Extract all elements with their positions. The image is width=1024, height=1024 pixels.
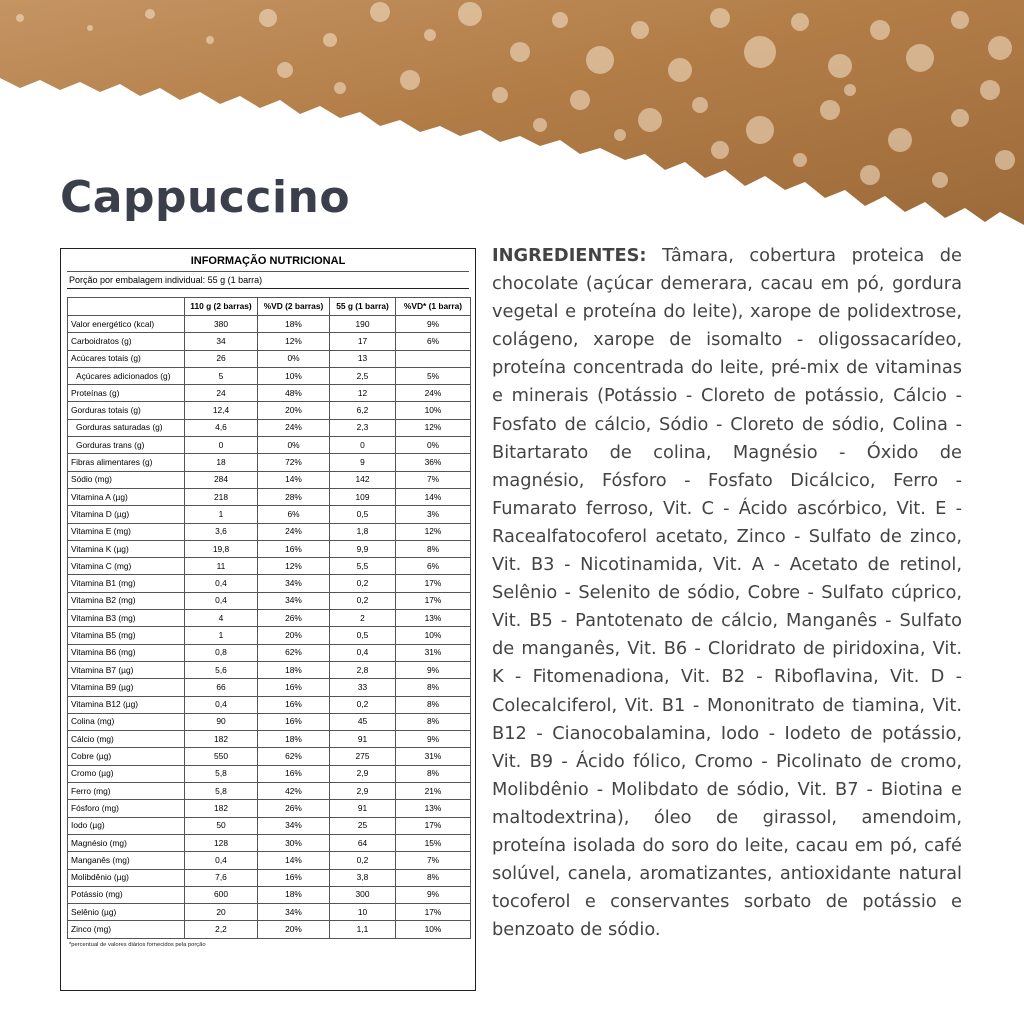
nutrient-name: Vitamina B2 (mg) [68,592,185,609]
dv-1-bar: 31% [396,644,471,661]
column-header: 110 g (2 barras) [185,298,258,316]
amount-1-bar: 0 [330,437,396,454]
table-row [68,627,471,644]
banner-dot [791,13,809,31]
table-row [68,367,471,384]
table-row [68,696,471,713]
dv-1-bar: 10% [396,627,471,644]
table-row [68,471,471,488]
dv-2-bars: 18% [258,661,330,678]
dv-2-bars: 34% [258,817,330,834]
nutrient-name: Ferro (mg) [68,783,185,800]
nutrient-name: Vitamina B9 (µg) [68,679,185,696]
dv-2-bars: 14% [258,471,330,488]
banner-dot [820,100,840,120]
dv-2-bars: 0% [258,437,330,454]
amount-2-bars: 26 [185,350,258,367]
dv-1-bar: 10% [396,402,471,419]
amount-2-bars: 18 [185,454,258,471]
nutrient-name: Gorduras totais (g) [68,402,185,419]
dv-2-bars: 26% [258,610,330,627]
nutrient-name: Manganês (mg) [68,852,185,869]
table-row [68,869,471,886]
banner-dot [323,33,337,47]
amount-1-bar: 275 [330,748,396,765]
amount-2-bars: 7,6 [185,869,258,886]
dv-2-bars: 6% [258,506,330,523]
banner-dot [400,70,420,90]
column-header [68,298,185,316]
amount-1-bar: 12 [330,385,396,402]
amount-2-bars: 5,6 [185,661,258,678]
table-row [68,765,471,782]
banner-dot [570,90,590,110]
dv-2-bars: 16% [258,765,330,782]
banner-dot [980,80,1000,100]
banner-dot [334,82,346,94]
table-row [68,454,471,471]
amount-1-bar: 0,5 [330,627,396,644]
amount-1-bar: 9 [330,454,396,471]
amount-1-bar: 91 [330,731,396,748]
amount-1-bar: 13 [330,350,396,367]
dv-2-bars: 20% [258,921,330,938]
amount-2-bars: 550 [185,748,258,765]
dv-2-bars: 10% [258,367,330,384]
amount-2-bars: 12,4 [185,402,258,419]
amount-1-bar: 300 [330,886,396,903]
table-row [68,661,471,678]
banner-dot [638,108,662,132]
dv-1-bar: 9% [396,661,471,678]
amount-2-bars: 218 [185,488,258,505]
amount-2-bars: 34 [185,333,258,350]
amount-1-bar: 0,2 [330,592,396,609]
dv-1-bar [396,350,471,367]
dv-2-bars: 34% [258,575,330,592]
table-row [68,523,471,540]
table-row [68,316,471,333]
amount-2-bars: 5,8 [185,765,258,782]
nutrient-name: Açúcares adicionados (g) [68,367,185,384]
table-row [68,333,471,350]
dv-2-bars: 28% [258,488,330,505]
dv-1-bar: 14% [396,488,471,505]
amount-1-bar: 64 [330,834,396,851]
amount-1-bar: 2,5 [330,367,396,384]
dv-1-bar: 13% [396,610,471,627]
table-row [68,419,471,436]
nutrition-grid [67,297,471,939]
amount-2-bars: 19,8 [185,540,258,557]
dv-2-bars: 26% [258,800,330,817]
amount-2-bars: 66 [185,679,258,696]
dv-1-bar: 15% [396,834,471,851]
table-row [68,592,471,609]
nutrient-name: Fibras alimentares (g) [68,454,185,471]
banner-dot [995,150,1015,170]
dv-1-bar: 6% [396,558,471,575]
dv-2-bars: 20% [258,627,330,644]
table-row [68,748,471,765]
banner-dot [746,116,774,144]
dv-2-bars: 34% [258,592,330,609]
nutrient-name: Valor energético (kcal) [68,316,185,333]
banner-dot [951,11,969,29]
nutrient-name: Potássio (mg) [68,886,185,903]
column-header: %VD* (1 barra) [396,298,471,316]
banner-dot [492,87,508,103]
banner-dot [710,8,730,28]
table-row [68,852,471,869]
dv-2-bars: 0% [258,350,330,367]
amount-2-bars: 0,4 [185,575,258,592]
amount-1-bar: 2,9 [330,765,396,782]
amount-1-bar: 109 [330,488,396,505]
banner-dot [888,128,912,152]
dv-1-bar: 10% [396,921,471,938]
amount-1-bar: 17 [330,333,396,350]
banner-dot [906,44,934,72]
banner-dot [614,129,626,141]
amount-2-bars: 1 [185,506,258,523]
amount-1-bar: 142 [330,471,396,488]
footnote: *percentual de valores diários fornecidos pela porção [69,941,206,948]
table-row [68,488,471,505]
amount-1-bar: 1,8 [330,523,396,540]
table-row [68,575,471,592]
banner-dot [16,14,24,22]
dv-1-bar: 7% [396,471,471,488]
nutrient-name: Vitamina A (µg) [68,488,185,505]
dv-1-bar: 8% [396,696,471,713]
amount-1-bar: 45 [330,713,396,730]
ingredients-text [492,242,962,944]
amount-1-bar: 2,8 [330,661,396,678]
table-row [68,402,471,419]
nutrient-name: Vitamina B3 (mg) [68,610,185,627]
amount-2-bars: 3,6 [185,523,258,540]
amount-1-bar: 3,8 [330,869,396,886]
nutrient-name: Acúcares totais (g) [68,350,185,367]
dv-2-bars: 18% [258,731,330,748]
banner-dot [692,97,708,113]
dv-2-bars: 18% [258,886,330,903]
amount-2-bars: 1 [185,627,258,644]
dv-1-bar: 8% [396,540,471,557]
banner-dot [510,42,530,62]
banner-dot [458,2,482,26]
amount-1-bar: 2,3 [330,419,396,436]
dv-2-bars: 24% [258,523,330,540]
nutrient-name: Vitamina B12 (µg) [68,696,185,713]
dv-2-bars: 16% [258,713,330,730]
dv-2-bars: 30% [258,834,330,851]
amount-2-bars: 2,2 [185,921,258,938]
banner-dot [586,46,614,74]
amount-2-bars: 0,4 [185,592,258,609]
amount-2-bars: 0 [185,437,258,454]
amount-1-bar: 0,2 [330,575,396,592]
nutrient-name: Cromo (µg) [68,765,185,782]
nutrient-name: Colina (mg) [68,713,185,730]
table-row [68,800,471,817]
amount-2-bars: 20 [185,904,258,921]
dv-1-bar: 13% [396,800,471,817]
dv-2-bars: 12% [258,558,330,575]
amount-2-bars: 0,4 [185,696,258,713]
dv-2-bars: 72% [258,454,330,471]
amount-2-bars: 5 [185,367,258,384]
amount-2-bars: 90 [185,713,258,730]
amount-2-bars: 4 [185,610,258,627]
dv-2-bars: 16% [258,696,330,713]
banner-dot [932,172,948,188]
dv-2-bars: 16% [258,869,330,886]
dv-2-bars: 18% [258,316,330,333]
banner-dot [424,29,436,41]
banner-dot [844,84,856,96]
nutrient-name: Vitamina E (mg) [68,523,185,540]
amount-1-bar: 25 [330,817,396,834]
amount-2-bars: 284 [185,471,258,488]
dv-2-bars: 20% [258,402,330,419]
dv-1-bar: 6% [396,333,471,350]
table-row [68,385,471,402]
dv-1-bar: 17% [396,904,471,921]
amount-1-bar: 10 [330,904,396,921]
nutrient-name: Gorduras saturadas (g) [68,419,185,436]
column-header: %VD (2 barras) [258,298,330,316]
amount-2-bars: 5,8 [185,783,258,800]
dv-1-bar: 12% [396,523,471,540]
dv-1-bar: 8% [396,765,471,782]
amount-1-bar: 33 [330,679,396,696]
nutrient-name: Selênio (µg) [68,904,185,921]
dv-1-bar: 17% [396,575,471,592]
nutrient-name: Cobre (µg) [68,748,185,765]
dv-2-bars: 34% [258,904,330,921]
banner-dot [828,54,852,78]
nutrition-header-row [68,298,471,316]
dv-1-bar: 17% [396,817,471,834]
amount-1-bar: 1,1 [330,921,396,938]
banner-dot [988,36,1012,60]
banner-dot [744,36,776,68]
banner-dot [206,36,214,44]
table-row [68,558,471,575]
dv-2-bars: 16% [258,540,330,557]
table-row [68,644,471,661]
nutrient-name: Carboidratos (g) [68,333,185,350]
dv-2-bars: 62% [258,748,330,765]
amount-1-bar: 5,5 [330,558,396,575]
dv-1-bar: 9% [396,731,471,748]
amount-2-bars: 0,4 [185,852,258,869]
banner-dot [668,58,692,82]
dv-2-bars: 14% [258,852,330,869]
amount-2-bars: 600 [185,886,258,903]
nutrient-name: Fósforo (mg) [68,800,185,817]
banner-dot [951,109,969,127]
dv-2-bars: 16% [258,679,330,696]
banner-dot [870,20,890,40]
dv-2-bars: 24% [258,419,330,436]
dv-1-bar: 9% [396,886,471,903]
amount-2-bars: 11 [185,558,258,575]
amount-2-bars: 24 [185,385,258,402]
amount-2-bars: 182 [185,800,258,817]
dv-1-bar: 8% [396,679,471,696]
nutrient-name: Gorduras trans (g) [68,437,185,454]
table-row [68,713,471,730]
table-row [68,437,471,454]
amount-1-bar: 91 [330,800,396,817]
table-row [68,886,471,903]
banner-dot [552,12,568,28]
dv-1-bar: 3% [396,506,471,523]
dv-1-bar: 7% [396,852,471,869]
banner-dot [533,118,547,132]
dv-1-bar: 31% [396,748,471,765]
nutrient-name: Zinco (mg) [68,921,185,938]
dv-1-bar: 36% [396,454,471,471]
nutrition-heading: INFORMAÇÃO NUTRICIONAL [67,249,469,272]
portion-text: Porção por embalagem individual: 55 g (1 barra) [67,272,469,289]
amount-1-bar: 9,9 [330,540,396,557]
nutrient-name: Vitamina K (µg) [68,540,185,557]
dv-1-bar: 24% [396,385,471,402]
amount-2-bars: 380 [185,316,258,333]
nutrient-name: Vitamina B6 (mg) [68,644,185,661]
banner-dot [145,9,155,19]
dv-2-bars: 12% [258,333,330,350]
nutrient-name: Sódio (mg) [68,471,185,488]
dv-1-bar: 8% [396,713,471,730]
banner-dot [87,25,93,31]
amount-2-bars: 128 [185,834,258,851]
nutrient-name: Cálcio (mg) [68,731,185,748]
nutrient-name: Vitamina B5 (mg) [68,627,185,644]
amount-1-bar: 2,9 [330,783,396,800]
nutrient-name: Proteínas (g) [68,385,185,402]
product-title: Cappuccino [60,172,351,223]
table-row [68,506,471,523]
amount-1-bar: 0,2 [330,696,396,713]
dv-1-bar: 21% [396,783,471,800]
amount-1-bar: 190 [330,316,396,333]
table-row [68,783,471,800]
nutrient-name: Vitamina D (µg) [68,506,185,523]
ingredients-body: Tâmara, cobertura proteica de chocolate (açúcar demerara, cacau em pó, gordura vegetal e proteína do leite), xarope de polidextrose, colágeno, xarope de isomalto - oligossacarídeo, proteína concentrada do leite, pré-mix de vitaminas e minerais (Potássio - Cloreto de potássio, Cálcio - Fosfato de cálcio, Sódio - Cloreto de sódio, Colina - Bitartarato de colina, Magnésio - Óxido de magnésio, Fósforo - Fosfato Dicálcico, Ferro - Fumarato ferroso, Vit. C - Ácido ascórbico, Vit. E - Racealfatocoferol acetato, Zinco - Sulfato de zinco, Vit. B3 - Nicotinamida, Vit. A - Acetato de retinol, Selênio - Selenito de sódio, Cobre - Sulfato cúprico, Vit. B5 - Pantotenato de cálcio, Manganês - Sulfato de manganês, Vit. B6 - Cloridrato de piridoxina, Vit. K - Fitomenadiona, Vit. B2 - Riboflavina, Vit. D - Colecalciferol, Vit. B1 - Mononitrato de tiamina, Vit. B12 - Cianocobalamina, Iodo - Iodeto de potássio, Vit. B9 - Ácido fólico, Cromo - Picolinato de cromo, Molibdênio - Molibdato de sódio, Vit. B7 - Biotina e maltodextrina), óleo de girassol, amendoim, proteína isolada do soro do leite, cacau em pó, café solúvel, canela, aromatizantes, antioxidante natural tocoferol e conservantes sorbato de potássio e benzoato de sódio. [492,245,962,941]
dv-1-bar: 12% [396,419,471,436]
amount-1-bar: 0,2 [330,852,396,869]
table-row [68,834,471,851]
table-row [68,921,471,938]
nutrient-name: Molibdênio (µg) [68,869,185,886]
amount-2-bars: 182 [185,731,258,748]
table-row [68,679,471,696]
dv-1-bar: 8% [396,869,471,886]
banner-dot [277,62,293,78]
banner-dot [259,9,277,27]
banner-dot [711,141,729,159]
table-row [68,731,471,748]
table-row [68,904,471,921]
table-row [68,540,471,557]
amount-2-bars: 0,8 [185,644,258,661]
nutrient-name: Vitamina C (mg) [68,558,185,575]
banner-dot [860,165,880,185]
amount-1-bar: 0,5 [330,506,396,523]
nutrient-name: Vitamina B7 (µg) [68,661,185,678]
amount-1-bar: 0,4 [330,644,396,661]
nutrient-name: Vitamina B1 (mg) [68,575,185,592]
dv-1-bar: 0% [396,437,471,454]
dv-2-bars: 62% [258,644,330,661]
banner-dot [631,21,649,39]
banner-dot [370,2,390,22]
nutrient-name: Magnésio (mg) [68,834,185,851]
nutrition-facts-table [60,248,476,991]
table-row [68,610,471,627]
dv-1-bar: 5% [396,367,471,384]
table-row [68,350,471,367]
banner-dot [793,153,807,167]
amount-1-bar: 2 [330,610,396,627]
amount-2-bars: 4,6 [185,419,258,436]
table-row [68,817,471,834]
ingredients-label: INGREDIENTES: [492,245,647,266]
column-header: 55 g (1 barra) [330,298,396,316]
amount-1-bar: 6,2 [330,402,396,419]
dv-2-bars: 42% [258,783,330,800]
dv-2-bars: 48% [258,385,330,402]
nutrient-name: Iodo (µg) [68,817,185,834]
amount-2-bars: 50 [185,817,258,834]
dv-1-bar: 17% [396,592,471,609]
dv-1-bar: 9% [396,316,471,333]
